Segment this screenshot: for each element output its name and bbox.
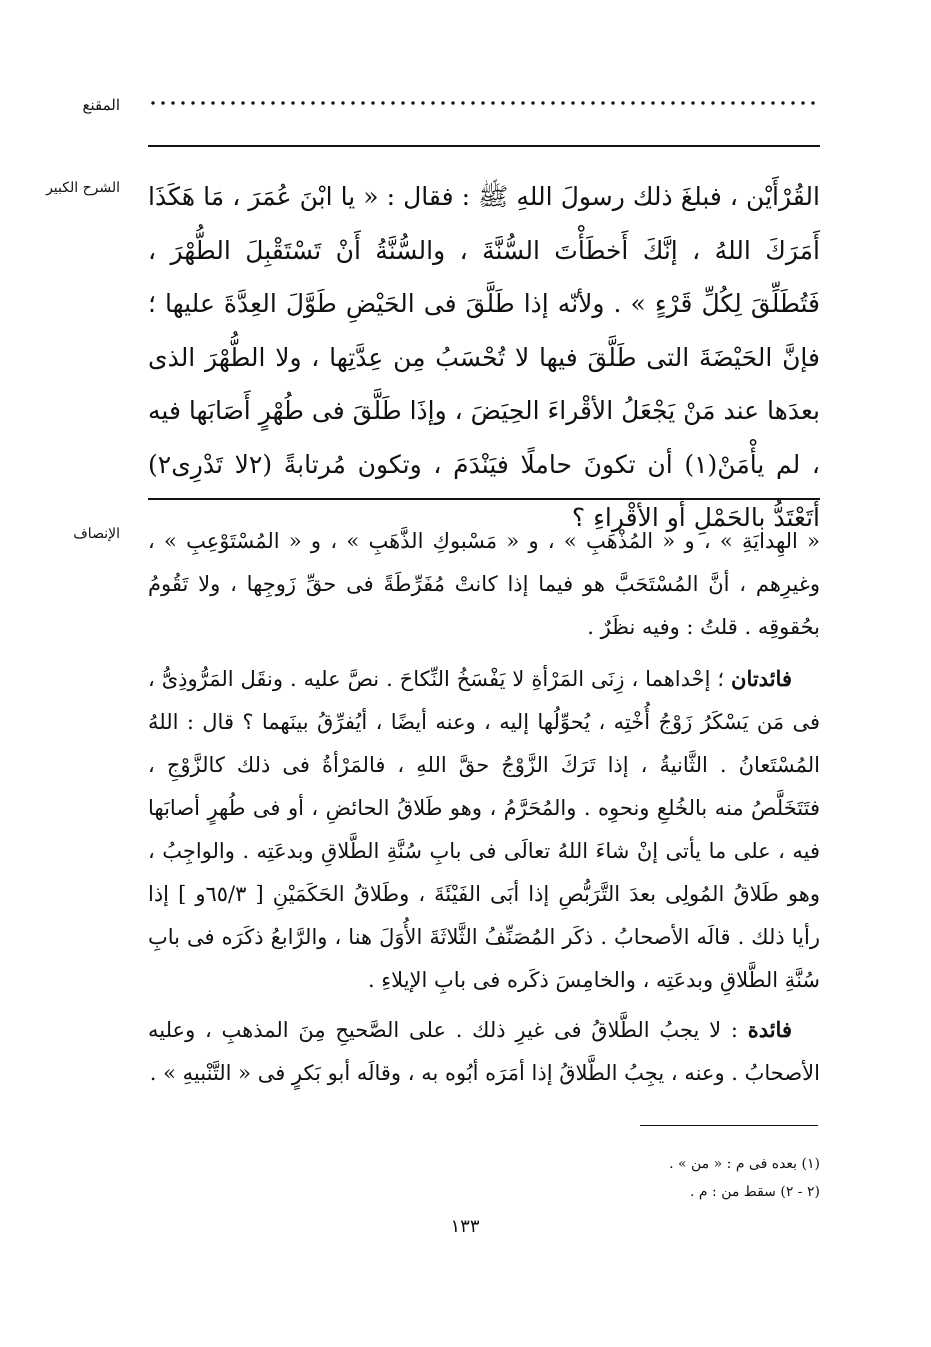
insaf-paragraph-2	[148, 657, 820, 1002]
insaf-paragraph-3-lead: فائدة	[747, 1017, 792, 1042]
insaf-paragraph-3	[148, 1008, 820, 1095]
page-number: ١٣٣	[450, 1216, 480, 1237]
insaf-paragraph-1-text: « الهِدايَةِ » ، و « المُذْهَبِ » ، و « مَسْبوكِ الذَّهَبِ » ، و « المُسْتَوْعِبِ » ، وغيرِهم ، أنَّ المُسْتَحَبَّ هو فيما إذا كانتْ مُفَرِّطَةً فى حقِّ زَوجِها ، ولا تَقُومُ بحُقوقِه . قلتُ : وفيه نظَرٌ .	[148, 529, 820, 639]
insaf-paragraph-1	[148, 520, 820, 649]
footnotes	[560, 1150, 820, 1206]
sharh-section	[148, 170, 820, 545]
section-divider	[148, 498, 820, 500]
sharh-text: القُرْأَيْن ، فبلغَ ذلك رسولَ اللهِ ﷺ : فقال : « يا ابْنَ عُمَرَ ، مَا هَكَذَا أَمَرَكَ اللهُ ، إنَّكَ أَخطَأْتَ السُّنَّةَ ، والسُّنَّةُ أَنْ تَسْتَقْبِلَ الطُّهْرَ ، فَتُطَلِّقَ لِكُلِّ قَرْءٍ » . ولأنّه إذا طَلَّقَ فى الحَيْضِ طَوَّلَ العِدَّةَ عليها ؛ فإنَّ الحَيْضَةَ التى طَلَّقَ فيها لا تُحْسَبُ مِن عِدَّتِها ، ولا الطُّهْرَ الذى بعدَها عند مَنْ يَجْعَلُ الأقْراءَ الحِيَضَ ، وإذَا طَلَّقَ فى طُهْرٍ أَصَابَها فيه ، لم يأْمَنْ(١) أن تكونَ حاملًا فيَنْدَمَ ، وتكون مُرتابةً (٢لا تَدْرِى٢) أتَعْتَدُّ بالحَمْلِ أو الأقْراءِ ؟	[148, 182, 821, 532]
insaf-paragraph-2-lead: فائدتان	[731, 666, 792, 691]
header-dotted-leader	[148, 98, 818, 108]
insaf-paragraph-3-text: : لا يجبُ الطَّلاقُ فى غيرِ ذلك . على الصَّحيحِ مِنَ المذهبِ ، وعليه الأصحابُ . وعنه ، يجِبُ الطَّلاقُ إذا أمَرَه أبُوه به ، وقالَه أبو بَكرٍ فى « التَّنْبيهِ » .	[148, 1018, 820, 1085]
insaf-section-label: الإنصاف	[73, 526, 120, 542]
running-header-title: المقنع	[82, 96, 120, 114]
insaf-section	[148, 520, 820, 1095]
header-rule	[148, 145, 820, 147]
insaf-paragraph-2-text: ؛ إحْداهما ، زِنَى المَرْأةِ لا يَفْسَخُ النِّكاحَ . نصَّ عليه . ونقَل المَرُّوذِىُّ ، فى مَن يَسْكَرُ زَوْجُ أُخْتِه ، يُحوِّلُها إليه ، وعنه أيضًا ، أيُفرِّقُ بينَهما ؟ قال : اللهُ المُسْتَعانُ . الثَّانيةُ ، إذا تَرَكَ الزَّوْجُ حقَّ اللهِ ، فالمَرْأةُ فى ذلك كالزَّوْجِ ، فتَتَخَلَّصُ منه بالخُلعِ ونحوِه . والمُحَرَّمُ ، وهو طَلاقُ الحائضِ ، أو فى طُهرٍ أصابَها فيه ، على ما يأتى إنْ شاءَ اللهُ تعالَى فى بابِ سُنَّةِ الطَّلاقِ وبدعَتِه . والواجِبُ ، وهو طَلاقُ المُولِى بعدَ التَّرَبُّصِ إذا أبَى الفَيْئَةَ ، وطَلاقُ الحَكَمَيْنِ [ ٦٥/٣و ] إذا رأيا ذلك . قالَه الأصحابُ . ذكَر المُصَنِّفُ الثَّلاثَةَ الأُوَلَ هنا ، والرَّابعُ ذكَرَه فى بابِ سُنَّةِ الطَّلاقِ وبدعَتِه ، والخامِسَ ذكَره فى بابِ الإيلاءِ .	[148, 667, 820, 992]
sharh-section-label: الشرح الكبير	[46, 180, 120, 196]
footnote-1: (١) بعده فى م : « من » .	[669, 1156, 820, 1172]
footnote-rule	[640, 1125, 818, 1126]
footnote-2: (٢ - ٢) سقط من : م .	[690, 1184, 820, 1200]
